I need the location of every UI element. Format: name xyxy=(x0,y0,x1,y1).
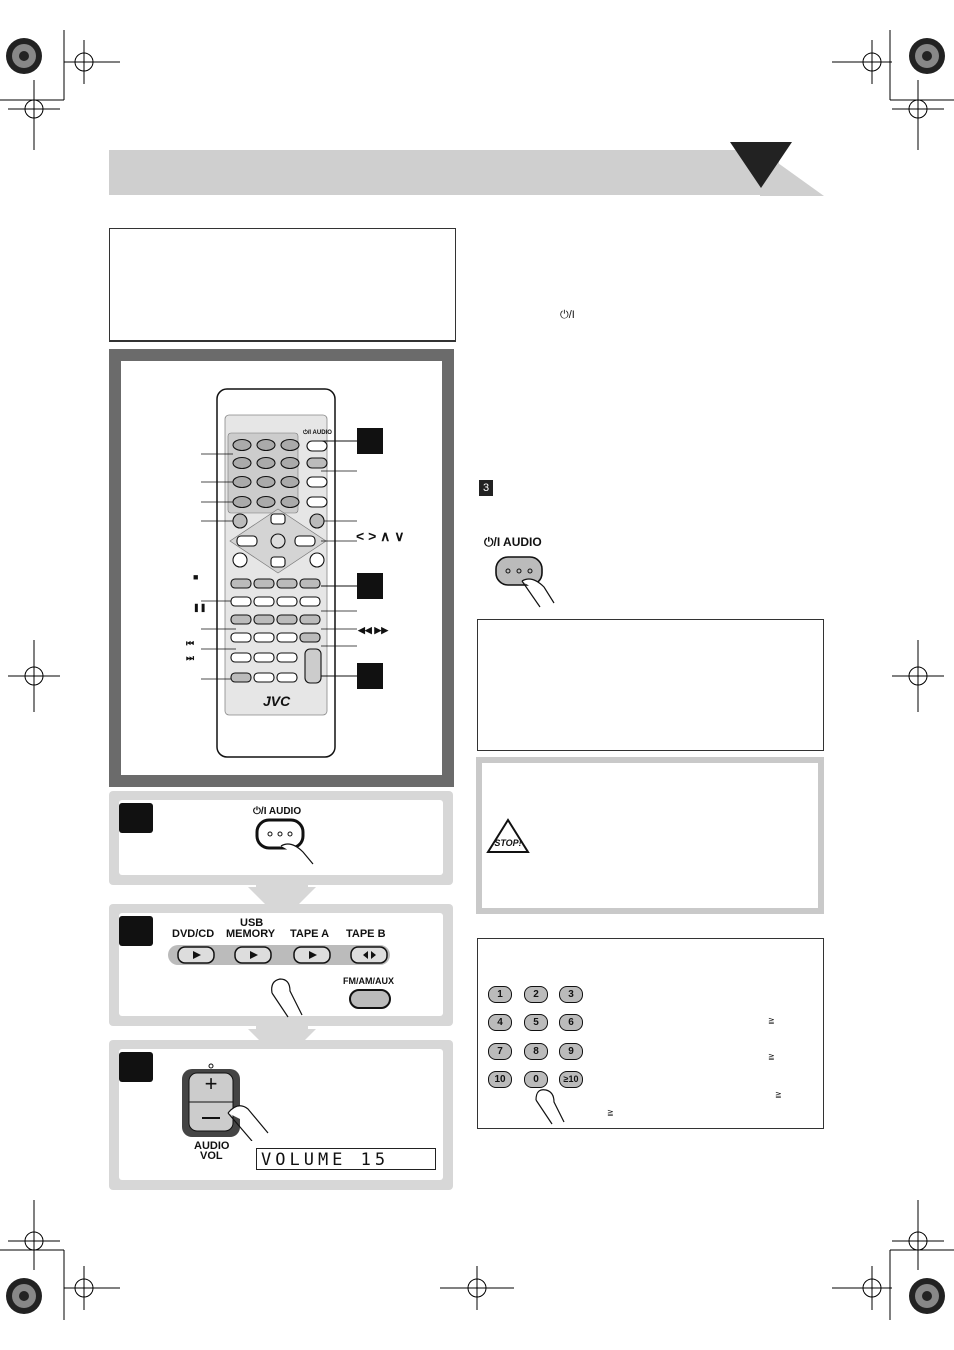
tape-b-label: TAPE B xyxy=(346,928,386,940)
volume-knob-icon[interactable] xyxy=(180,1063,270,1141)
number-key-ge10[interactable]: ≥10 xyxy=(559,1071,583,1088)
power-audio-button-icon[interactable] xyxy=(255,818,315,870)
info-box xyxy=(477,619,824,751)
tape-b-button xyxy=(351,947,387,963)
number-key-10[interactable]: 10 xyxy=(488,1071,512,1088)
remote-brand-logo: JVC xyxy=(263,693,291,709)
audio-vol-label-2: VOL xyxy=(200,1150,223,1162)
ge-symbol-1: ≧ xyxy=(768,1016,775,1025)
number-key-0[interactable]: 0 xyxy=(524,1071,548,1088)
remote-control-illustration xyxy=(121,361,442,775)
power-audio-label-right: ⏻/I AUDIO xyxy=(484,535,542,549)
step-1-marker xyxy=(119,803,153,833)
ge-symbol-3: ≧ xyxy=(775,1090,782,1099)
usb-label: USB xyxy=(240,917,264,929)
remote-stop-label: ■ xyxy=(193,572,199,582)
step-3-marker xyxy=(119,1052,153,1082)
note-box xyxy=(109,228,456,342)
ge-symbol-4: ≧ xyxy=(607,1108,614,1117)
audio-vol-label-1: AUDIO xyxy=(194,1140,230,1152)
number-key-7[interactable]: 7 xyxy=(488,1043,512,1060)
number-key-9[interactable]: 9 xyxy=(559,1043,583,1060)
remote-rew-ff-label: ◀◀ ▶▶ xyxy=(358,625,389,635)
number-key-8[interactable]: 8 xyxy=(524,1043,548,1060)
remote-prev-label: ⏮ xyxy=(186,638,195,648)
number-key-1[interactable]: 1 xyxy=(488,986,512,1003)
fm-am-aux-button[interactable] xyxy=(348,988,392,1010)
source-buttons-strip xyxy=(168,941,392,969)
remote-pause-label: ❚❚ xyxy=(193,603,207,612)
remote-audio-label: ⏻/I AUDIO xyxy=(303,430,332,436)
stop-warning-icon xyxy=(486,818,530,856)
number-key-4[interactable]: 4 xyxy=(488,1014,512,1031)
power-glyph-inline: ⏻/I xyxy=(560,309,575,321)
next-page-arrow-icon xyxy=(730,142,824,197)
power-audio-button-icon-right[interactable] xyxy=(494,555,558,609)
svg-text:+: + xyxy=(204,1071,218,1096)
header-band xyxy=(109,150,779,195)
dvd-cd-label: DVD/CD xyxy=(172,928,215,940)
number-key-3[interactable]: 3 xyxy=(559,986,583,1003)
step-3-inline-marker: 3 xyxy=(479,480,493,496)
svg-text:STOP!: STOP! xyxy=(494,838,522,848)
step-2-marker xyxy=(119,916,153,946)
finger-pointer-icon xyxy=(266,975,306,1019)
ge-symbol-2: ≧ xyxy=(768,1052,775,1061)
number-key-5[interactable]: 5 xyxy=(524,1014,548,1031)
volume-display: VOLUME 15 xyxy=(256,1148,436,1170)
remote-next-label: ⏭ xyxy=(186,653,195,663)
power-audio-label: ⏻/I AUDIO xyxy=(253,806,302,817)
tape-a-label: TAPE A xyxy=(290,928,330,940)
finger-pointer-icon-2 xyxy=(530,1086,566,1126)
number-key-2[interactable]: 2 xyxy=(524,986,548,1003)
remote-nav-arrows-label: < > ∧ ∨ xyxy=(356,528,405,544)
memory-label: MEMORY xyxy=(226,928,276,940)
number-key-6[interactable]: 6 xyxy=(559,1014,583,1031)
fm-am-aux-label: FM/AM/AUX xyxy=(343,976,394,986)
